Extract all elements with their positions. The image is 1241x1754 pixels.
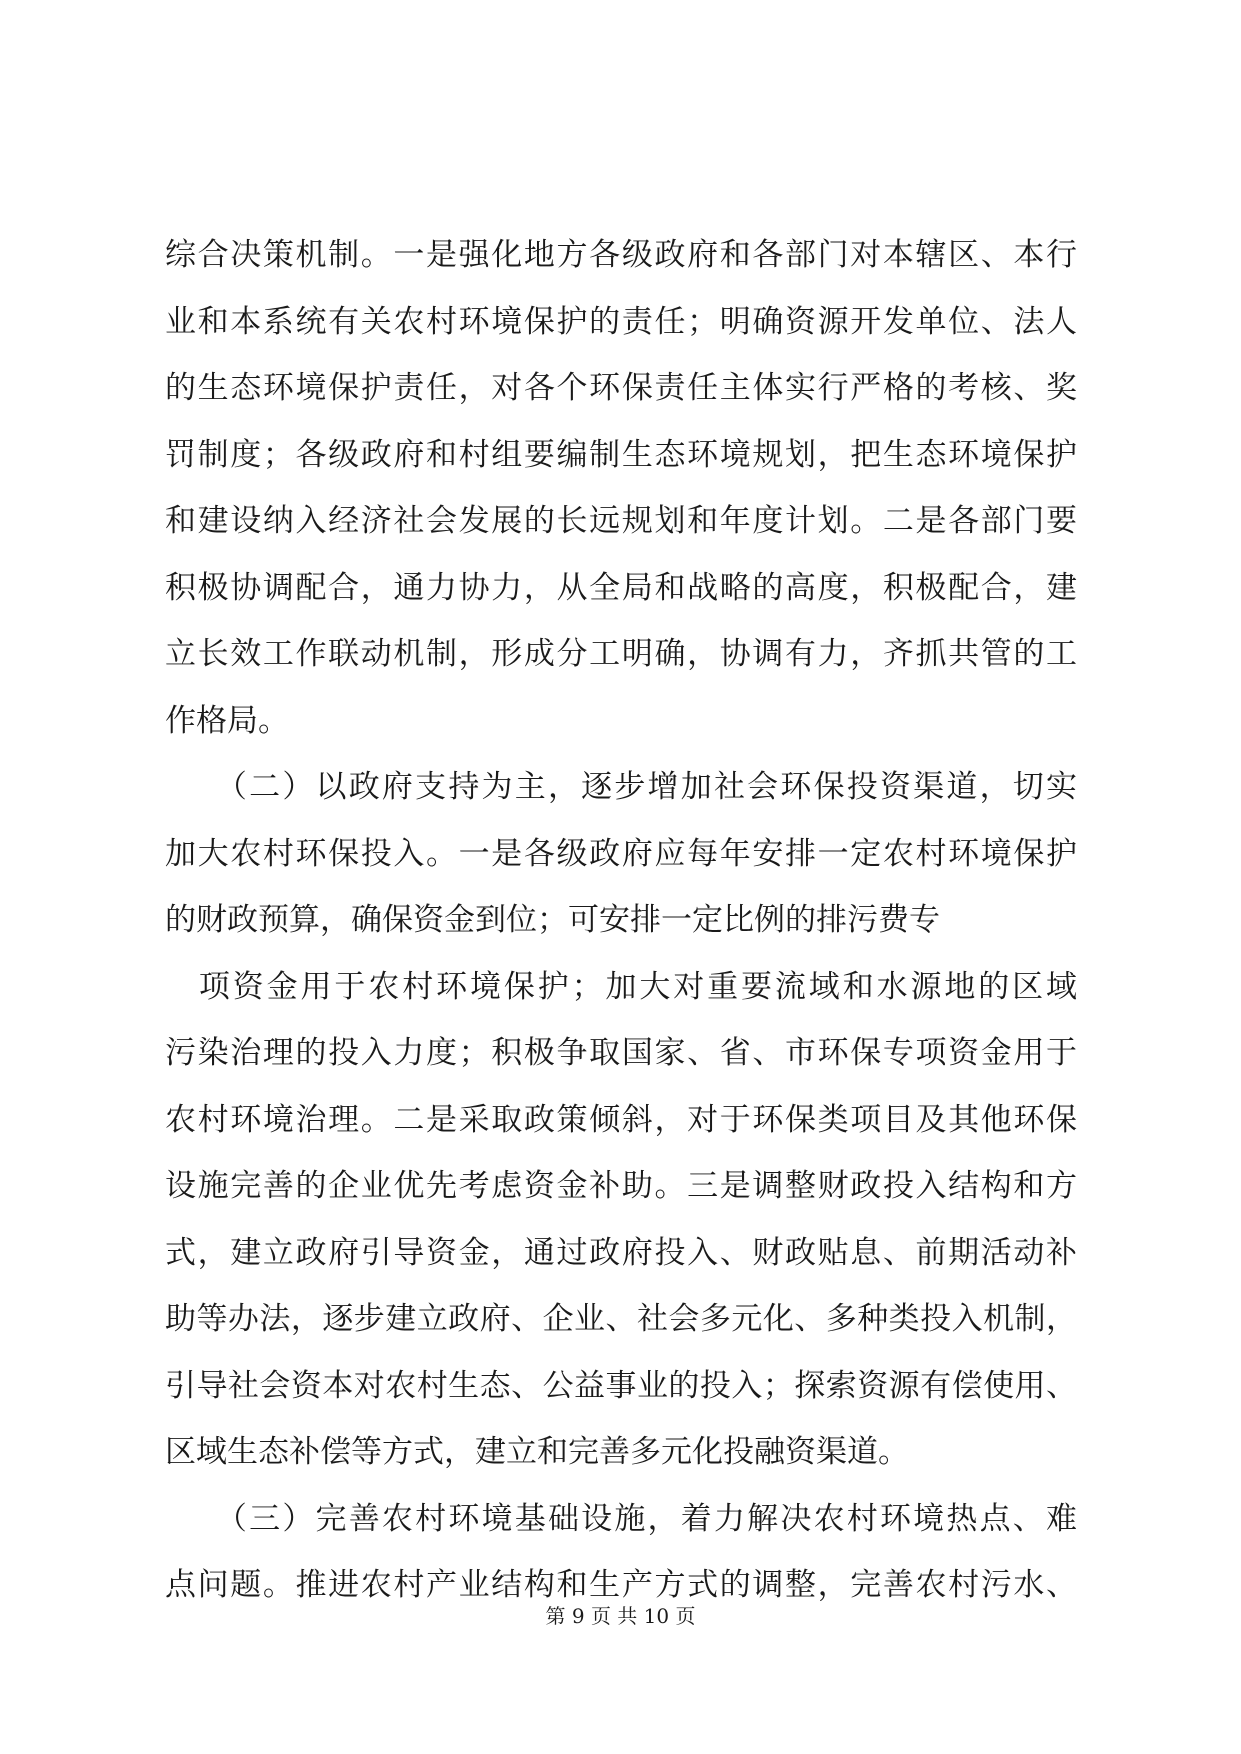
text-line: 助等办法，逐步建立政府、企业、社会多元化、多种类投入机制，: [165, 1301, 1077, 1337]
body-text: [165, 222, 1077, 1619]
text-line: 引导社会资本对农村生态、公益事业的投入；探索资源有偿使用、: [165, 1367, 1077, 1404]
text-line: 和建设纳入经济社会发展的长远规划和年度计划。二是各部门要: [165, 503, 1077, 539]
text-line: 点问题。推进农村产业结构和生产方式的调整，完善农村污水、: [165, 1567, 1077, 1603]
text-line: （二）以政府支持为主，逐步增加社会环保投资渠道，切实: [165, 769, 1077, 805]
text-line: 式，建立政府引导资金，通过政府投入、财政贴息、前期活动补: [165, 1234, 1077, 1271]
text-line: 区域生态补偿等方式，建立和完善多元化投融资渠道。: [165, 1434, 909, 1470]
text-line: 的生态环境保护责任，对各个环保责任主体实行严格的考核、奖: [165, 370, 1077, 406]
text-line: 设施完善的企业优先考虑资金补助。三是调整财政投入结构和方: [165, 1168, 1077, 1204]
text-line: 项资金用于农村环境保护；加大对重要流域和水源地的区域: [165, 968, 1077, 1005]
text-line: 综合决策机制。一是强化地方各级政府和各部门对本辖区、本行: [165, 237, 1077, 273]
text-line: （三）完善农村环境基础设施，着力解决农村环境热点、难: [165, 1500, 1077, 1537]
text-line: 作格局。: [165, 702, 289, 739]
text-line: 积极协调配合，通力协力，从全局和战略的高度，积极配合，建: [165, 569, 1077, 606]
text-line: 污染治理的投入力度；积极争取国家、省、市环保专项资金用于: [165, 1035, 1077, 1071]
page-footer: 第 9 页 共 10 页: [545, 1604, 696, 1628]
text-line: 业和本系统有关农村环境保护的责任；明确资源开发单位、法人: [165, 303, 1077, 340]
text-line: 立长效工作联动机制，形成分工明确，协调有力，齐抓共管的工: [165, 636, 1077, 672]
text-line: 加大农村环保投入。一是各级政府应每年安排一定农村环境保护: [165, 835, 1077, 872]
text-line: 的财政预算，确保资金到位；可安排一定比例的排污费专: [165, 902, 940, 938]
text-line: 罚制度；各级政府和村组要编制生态环境规划，把生态环境保护: [165, 436, 1077, 473]
text-line: 农村环境治理。二是采取政策倾斜，对于环保类项目及其他环保: [165, 1101, 1077, 1138]
